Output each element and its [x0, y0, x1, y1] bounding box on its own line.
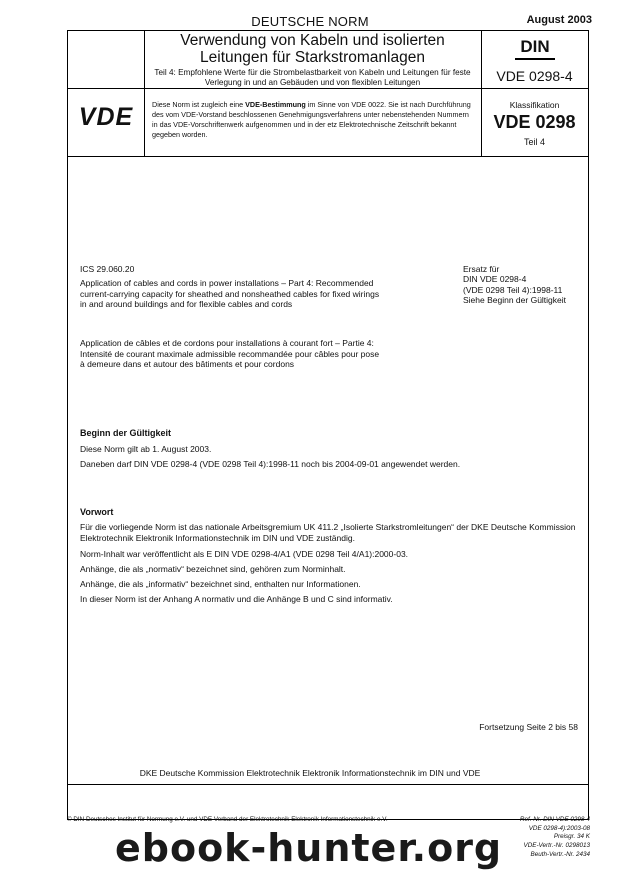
classification-divider [68, 156, 588, 157]
publication-date: August 2003 [526, 14, 592, 26]
document-subtitle: Teil 4: Empfohlene Werte für die Strombelastbarkeit von Kabeln und Leitungen für feste Verlegung in und an Gebäuden und von flexiblen Leitungen [154, 68, 471, 87]
page-header-title: DEUTSCHE NORM [251, 14, 369, 29]
foreword-paragraph-5: In dieser Norm ist der Anhang A normativ und die Anhänge B und C sind informativ. [80, 594, 393, 604]
replacement-line-1: Ersatz für [463, 264, 500, 274]
vde-logo: VDE [78, 103, 134, 131]
foreword-paragraph-1: Für die vorliegende Norm ist das nationale Arbeitsgremium UK 411.2 „Isolierte Starkstromleitungen“ der DKE Deutsche Kommission Elektrotechnik Elektronik Informationstechnik im DIN und VDE zuständig. [80, 522, 576, 543]
reference-line-3: Preisgr. 34 K [553, 833, 590, 841]
replacement-info [463, 264, 588, 305]
replacement-line-2: DIN VDE 0298-4 [463, 274, 527, 285]
foreword-paragraph-4: Anhänge, die als „informativ“ bezeichnet sind, enthalten nur Informationen. [80, 579, 361, 589]
reference-line-1: Ref. Nr. DIN VDE 0298-4 [519, 816, 590, 823]
dke-footer: DKE Deutsche Kommission Elektrotechnik Elektronik Informationstechnik im DIN und VDE [139, 768, 481, 778]
copyright-notice: © DIN Deutsches Institut für Normung e.V. und VDE Verband der Elektrotechnik Elektronik Informationstechnik e.V. [67, 816, 388, 823]
vde-notice-bold: VDE-Bestimmung [245, 100, 306, 109]
validity-heading: Beginn der Gültigkeit [80, 428, 172, 438]
document-title-line-2: Leitungen für Starkstromanlagen [200, 49, 425, 66]
continuation-note: Fortsetzung Seite 2 bis 58 [479, 722, 578, 732]
french-title: Application de câbles et de cordons pour installations à courant fort – Partie 4: Intensité de courant maximale admissible recommandée pour câbles pour pose à demeure dans et autour des bâtiments et pour cordons [80, 338, 380, 370]
classification-part: Teil 4 [523, 137, 545, 147]
document-title [145, 32, 480, 66]
classification-value: VDE 0298 [493, 112, 576, 132]
reference-line-4: VDE-Vertr.-Nr. 0298013 [523, 842, 590, 850]
document-number: VDE 0298-4 [496, 68, 573, 84]
vde-notice-post: im Sinne von VDE 0022. Sie ist nach Durchführung des vom VDE-Vorstand beschlossenen Genehmigungsverfahrens unter nebenstehenden Nummern in das VDE-Vorschriftenwerk aufgenommen und in der etz Elektrotechnische Zeitschrift bekannt gegeben worden. [152, 100, 471, 139]
footer-divider [68, 784, 588, 785]
document-title-line-1: Verwendung von Kabeln und isolierten [180, 32, 445, 49]
vde-notice-pre: Diese Norm ist zugleich eine [152, 100, 246, 109]
foreword-heading: Vorwort [80, 507, 114, 517]
replacement-line-3: (VDE 0298 Teil 4):1998-11 [463, 284, 563, 295]
english-title: Application of cables and cords in power installations – Part 4: Recommended current-carrying capacity for sheathed and nonsheathed cables for fixed wirings in and around buildings and for flexible cables and cords [80, 278, 380, 310]
document-frame [67, 30, 589, 820]
reference-line-5: Beuth-Vertr.-Nr. 2434 [530, 850, 590, 858]
vde-notice [152, 100, 474, 140]
title-divider [68, 88, 588, 89]
validity-paragraph-1: Diese Norm gilt ab 1. August 2003. [80, 444, 212, 454]
replacement-line-4: Siehe Beginn der Gültigkeit [463, 294, 567, 305]
validity-paragraph-2: Daneben darf DIN VDE 0298-4 (VDE 0298 Teil 4):1998-11 noch bis 2004-09-01 angewendet werden. [80, 459, 461, 469]
watermark: ebook-hunter.org [115, 826, 503, 870]
reference-line-2: VDE 0298-4):2003-08 [528, 824, 590, 832]
foreword-paragraph-2: Norm-Inhalt war veröffentlicht als E DIN VDE 0298-4/A1 (VDE 0298 Teil 4/A1):2000-03. [80, 549, 409, 559]
ics-code: ICS 29.060.20 [80, 264, 135, 274]
din-logo: DIN [515, 36, 555, 60]
foreword-paragraph-3: Anhänge, die als „normativ“ bezeichnet sind, gehören zum Norminhalt. [80, 564, 346, 574]
classification-label: Klassifikation [509, 100, 560, 110]
